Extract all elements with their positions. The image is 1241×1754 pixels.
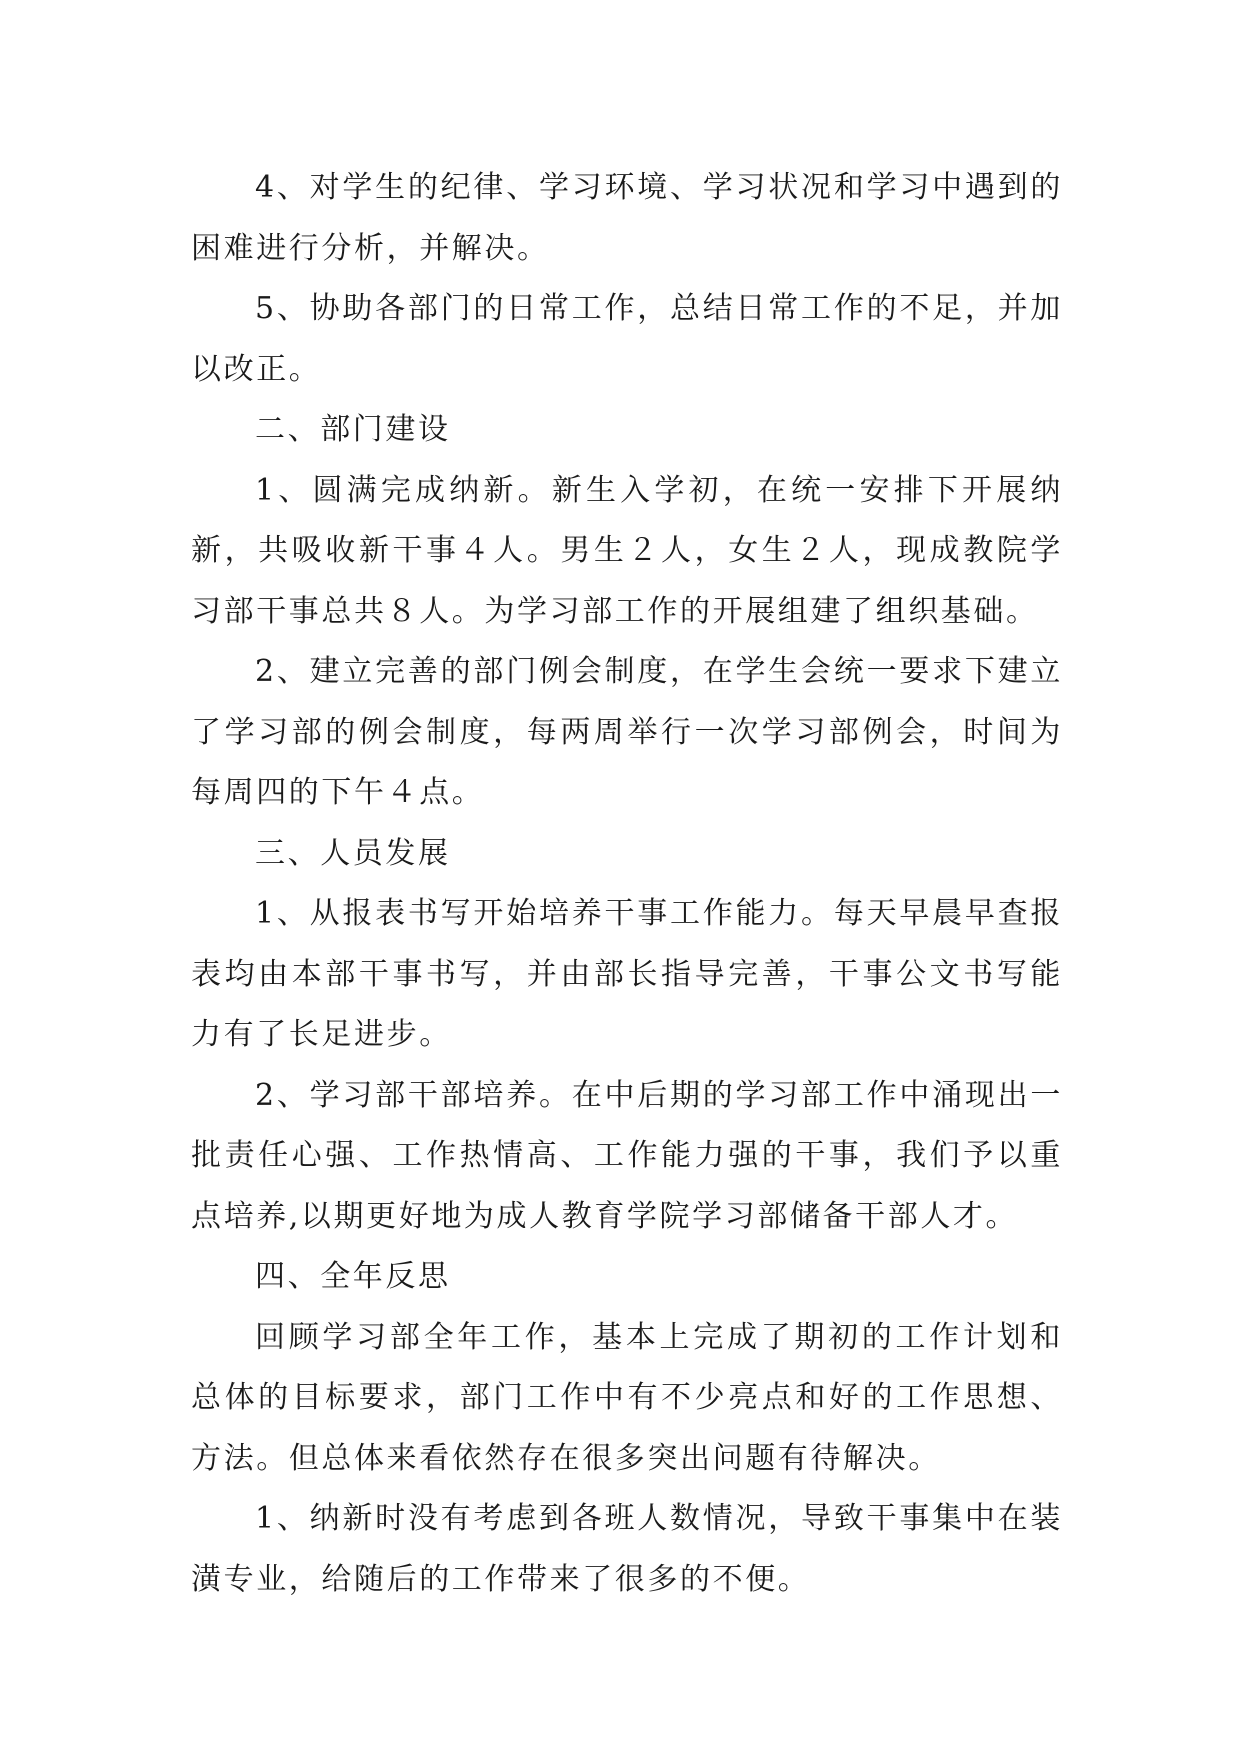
paragraph-issue-1: 1、纳新时没有考虑到各班人数情况，导致干事集中在装潢专业，给随后的工作带来了很多的不便。 xyxy=(191,1501,1063,1597)
section-heading-staff-development: 三、人员发展 xyxy=(255,835,451,871)
paragraph-meeting-system: 2、建立完善的部门例会制度，在学生会统一要求下建立了学习部的例会制度，每两周举行一次学习部例会，时间为每周四的下午４点。 xyxy=(191,654,1063,810)
paragraph-report-writing: 1、从报表书写开始培养干事工作能力。每天早晨早查报表均由本部干事书写，并由部长指导完善，干事公文书写能力有了长足进步。 xyxy=(191,896,1063,1052)
paragraph-review: 回顾学习部全年工作，基本上完成了期初的工作计划和总体的目标要求，部门工作中有不少亮点和好的工作思想、方法。但总体来看依然存在很多突出问题有待解决。 xyxy=(191,1319,1063,1476)
paragraph-item-4: 4、对学生的纪律、学习环境、学习状况和学习中遇到的困难进行分析，并解决。 xyxy=(191,170,1063,266)
section-heading-department-building: 二、部门建设 xyxy=(255,412,451,447)
paragraph-item-5: 5、协助各部门的日常工作，总结日常工作的不足，并加以改正。 xyxy=(191,291,1063,387)
document-body xyxy=(191,158,1063,1610)
paragraph-cadre-training: 2、学习部干部培养。在中后期的学习部工作中涌现出一批责任心强、工作热情高、工作能力强的干事，我们予以重点培养,以期更好地为成人教育学院学习部储备干部人才。 xyxy=(191,1077,1063,1234)
section-heading-annual-reflection: 四、全年反思 xyxy=(255,1259,451,1294)
paragraph-recruitment: 1、圆满完成纳新。新生入学初，在统一安排下开展纳新，共吸收新干事４人。男生２人，女生２人，现成教院学习部干事总共８人。为学习部工作的开展组建了组织基础。 xyxy=(191,472,1063,629)
